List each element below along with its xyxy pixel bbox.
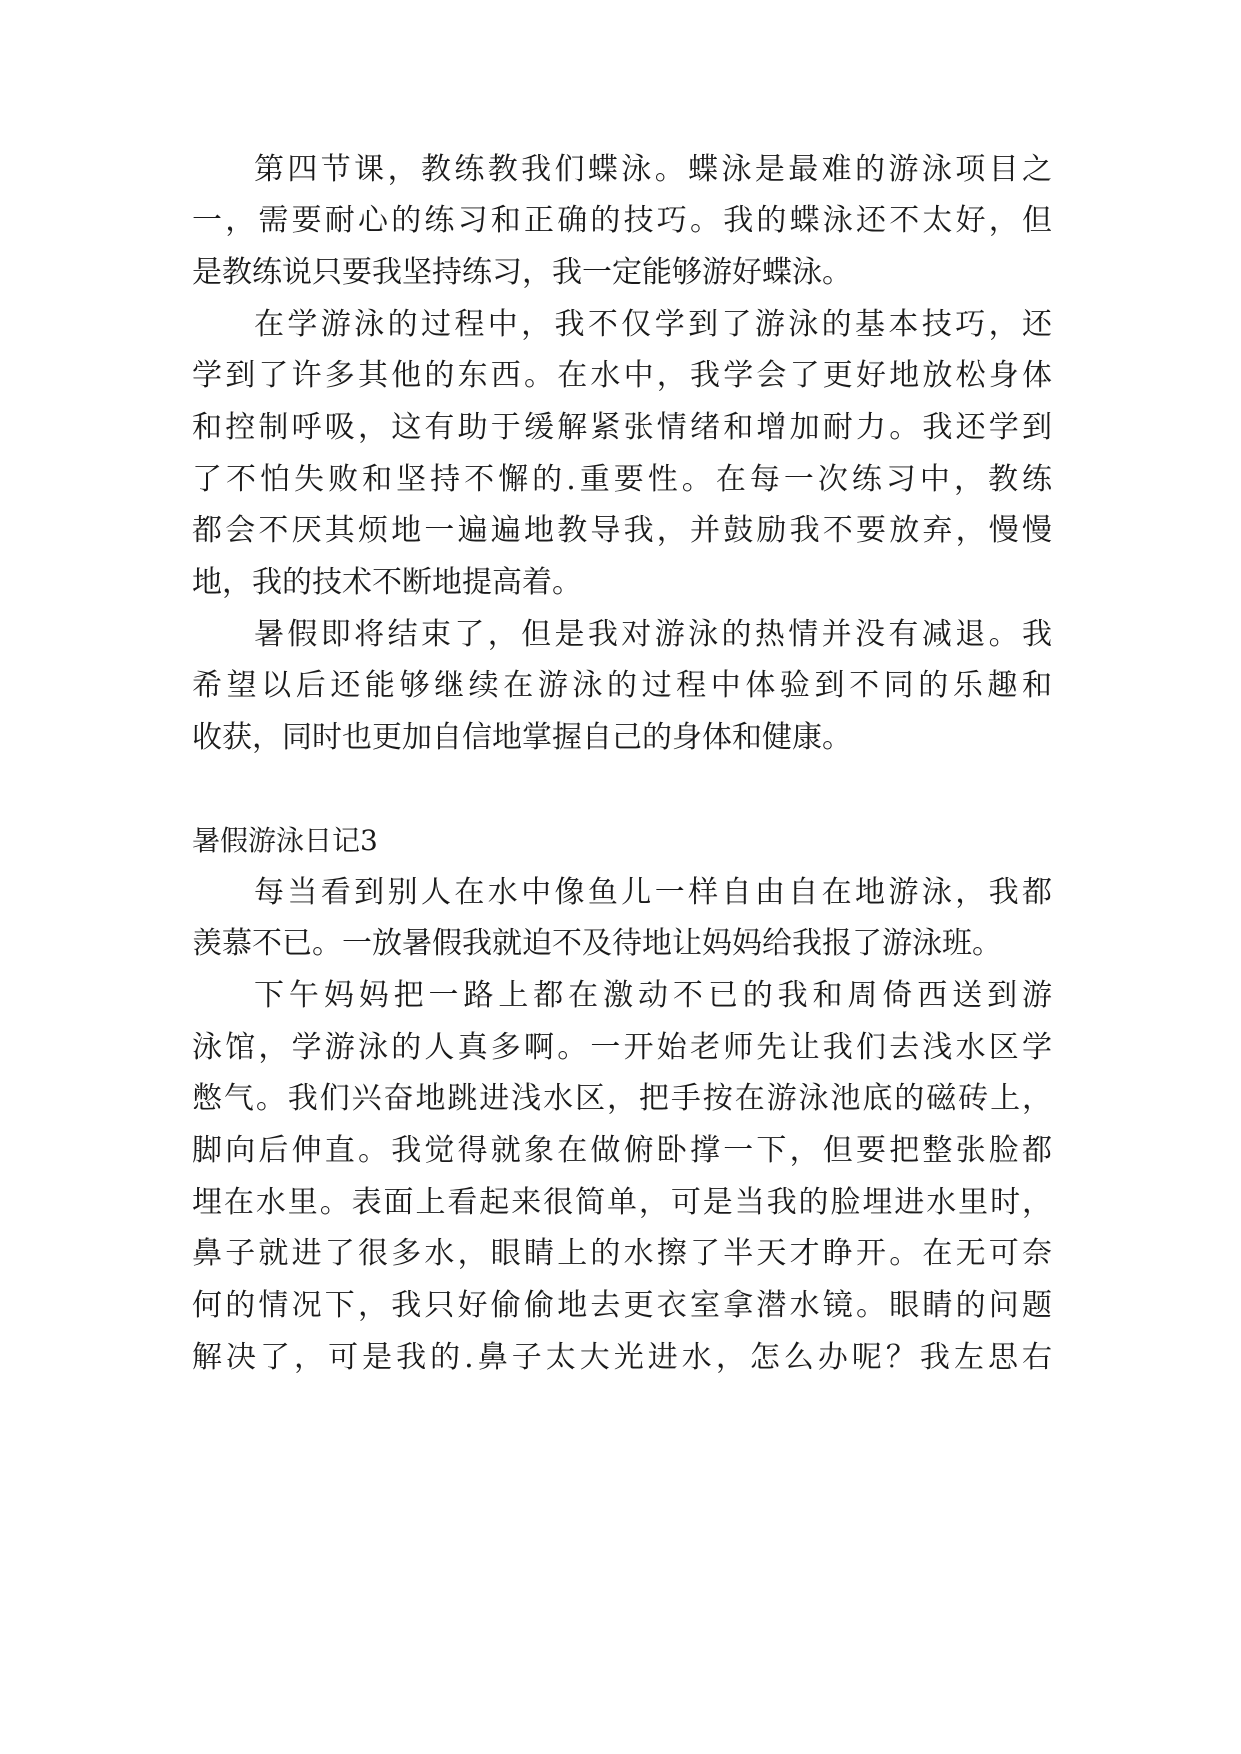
section-paragraph-1-line-2: 羡慕不已。一放暑假我就迫不及待地让妈妈给我报了游泳班。 (192, 926, 1002, 961)
section-paragraph-2-line-2: 泳馆，学游泳的人真多啊。一开始老师先让我们去浅水区学 (192, 1030, 1052, 1065)
section-paragraph-2-line-1: 下午妈妈把一路上都在激动不已的我和周倚西送到游 (254, 978, 1052, 1013)
section-paragraph-2-line-3: 憋气。我们兴奋地跳进浅水区，把手按在游泳池底的磁砖上， (192, 1081, 1052, 1116)
paragraph-1-line-1: 第四节课，教练教我们蝶泳。蝶泳是最难的游泳项目之 (254, 152, 1052, 187)
section-title: 暑假游泳日记3 (192, 824, 378, 857)
paragraph-3-line-1: 暑假即将结束了，但是我对游泳的热情并没有减退。我 (254, 617, 1052, 652)
section-paragraph-2-line-4: 脚向后伸直。我觉得就象在做俯卧撑一下，但要把整张脸都 (192, 1133, 1052, 1168)
paragraph-2-line-2: 学到了许多其他的东西。在水中，我学会了更好地放松身体 (192, 358, 1052, 393)
paragraph-3-line-3: 收获，同时也更加自信地掌握自己的身体和健康。 (192, 720, 852, 755)
paragraph-2-line-5: 都会不厌其烦地一遍遍地教导我，并鼓励我不要放弃，慢慢 (192, 513, 1052, 548)
section-paragraph-2-line-5: 埋在水里。表面上看起来很简单，可是当我的脸埋进水里时， (192, 1185, 1052, 1220)
paragraph-2-line-4: 了不怕失败和坚持不懈的.重要性。在每一次练习中，教练 (192, 462, 1052, 497)
paragraph-3-line-2: 希望以后还能够继续在游泳的过程中体验到不同的乐趣和 (192, 668, 1052, 703)
paragraph-2-line-6: 地，我的技术不断地提高着。 (192, 565, 582, 600)
section-paragraph-2-line-8: 解决了，可是我的.鼻子太大光进水，怎么办呢？我左思右 (192, 1340, 1052, 1375)
section-paragraph-1-line-1: 每当看到别人在水中像鱼儿一样自由自在地游泳，我都 (254, 875, 1052, 910)
paragraph-1-line-2: 一，需要耐心的练习和正确的技巧。我的蝶泳还不太好，但 (192, 203, 1052, 238)
section-paragraph-2-line-6: 鼻子就进了很多水，眼睛上的水擦了半天才睁开。在无可奈 (192, 1236, 1052, 1271)
paragraph-2-line-1: 在学游泳的过程中，我不仅学到了游泳的基本技巧，还 (254, 307, 1052, 342)
section-paragraph-2-line-7: 何的情况下，我只好偷偷地去更衣室拿潜水镜。眼睛的问题 (192, 1288, 1052, 1323)
paragraph-1-line-3: 是教练说只要我坚持练习，我一定能够游好蝶泳。 (192, 255, 852, 290)
paragraph-2-line-3: 和控制呼吸，这有助于缓解紧张情绪和增加耐力。我还学到 (192, 410, 1052, 445)
